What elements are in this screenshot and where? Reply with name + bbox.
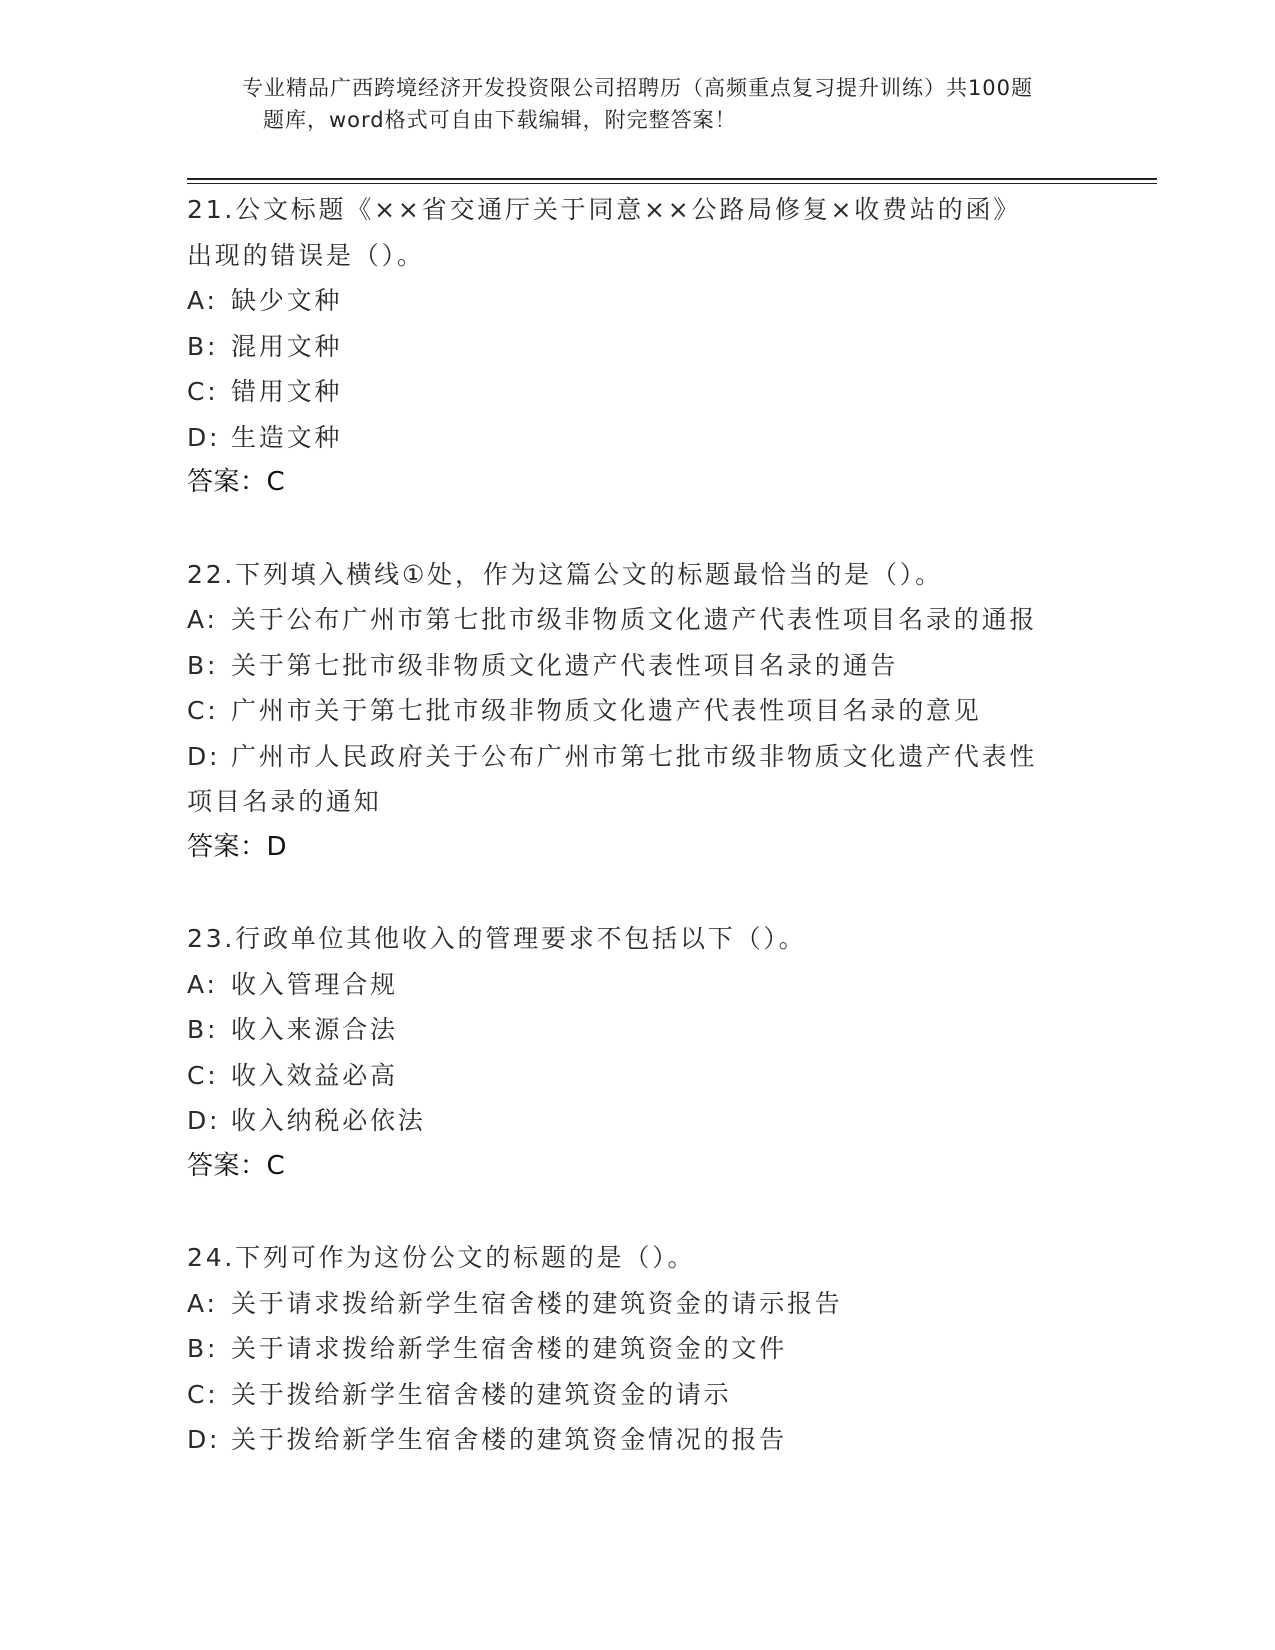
- option-d: [187, 415, 1107, 461]
- option-letter: D:: [187, 1425, 221, 1454]
- option-text: 关于拨给新学生宿舍楼的建筑资金的请示: [231, 1379, 732, 1409]
- option-b: [187, 643, 1107, 689]
- question-23: [187, 916, 1107, 1189]
- option-text: 广州市人民政府关于公布广州市第七批市级非物质文化遗产代表性: [231, 741, 1038, 771]
- option-letter: D:: [187, 422, 221, 452]
- option-c: [187, 369, 1107, 415]
- option-text: 关于拨给新学生宿舍楼的建筑资金情况的报告: [231, 1425, 788, 1454]
- question-22: [187, 552, 1107, 871]
- header-divider-thick: [187, 178, 1157, 180]
- option-text: 生造文种: [231, 422, 343, 452]
- question-stem: 22.下列填入横线①处，作为这篇公文的标题最恰当的是（）。: [187, 559, 943, 589]
- option-letter: B:: [187, 1015, 219, 1044]
- option-letter: C:: [187, 1060, 219, 1090]
- answer-line: 答案：D: [187, 831, 288, 862]
- option-c: [187, 688, 1107, 734]
- option-letter: B:: [187, 650, 219, 680]
- header-title-line-1: 专业精品广西跨境经济开发投资限公司招聘历（高频重点复习提升训练）共100题: [241, 76, 1034, 100]
- header-divider-thin: [187, 183, 1157, 184]
- option-letter: C:: [187, 696, 219, 725]
- question-stem: 21.公文标题《××省交通厅关于同意××公路局修复×收费站的函》: [187, 195, 1022, 224]
- answer-line: 答案：C: [187, 1150, 286, 1181]
- option-text: 关于第七批市级非物质文化遗产代表性项目名录的通告: [231, 650, 899, 680]
- option-text: 关于公布广州市第七批市级非物质文化遗产代表性项目名录的通报: [231, 605, 1038, 634]
- option-b: [187, 1007, 1107, 1053]
- question-list: [187, 187, 1107, 1509]
- option-letter: B:: [187, 1334, 219, 1363]
- page-header: [0, 72, 1275, 136]
- question-24: [187, 1235, 1107, 1463]
- option-letter: B:: [187, 331, 219, 361]
- option-letter: A:: [187, 605, 218, 634]
- option-text: 缺少文种: [231, 286, 343, 315]
- option-a: [187, 962, 1107, 1008]
- option-text: 收入管理合规: [231, 969, 398, 999]
- option-letter: D:: [187, 741, 221, 771]
- question-stem-continued: 出现的错误是（）。: [187, 240, 425, 270]
- option-a: [187, 1281, 1107, 1327]
- option-letter: A:: [187, 286, 218, 315]
- option-a: [187, 597, 1107, 643]
- option-d: [187, 1098, 1107, 1144]
- option-d-continued: 项目名录的通知: [187, 787, 382, 816]
- question-stem: 23.行政单位其他收入的管理要求不包括以下（）。: [187, 924, 807, 953]
- option-text: 混用文种: [231, 331, 343, 361]
- option-b: [187, 1326, 1107, 1372]
- header-title-line-2: 题库，word格式可自由下载编辑，附完整答案！: [263, 108, 737, 132]
- option-text: 收入来源合法: [231, 1015, 398, 1044]
- question-21: [187, 187, 1107, 506]
- option-letter: A:: [187, 969, 218, 999]
- option-b: [187, 324, 1107, 370]
- option-text: 错用文种: [231, 377, 343, 406]
- option-c: [187, 1372, 1107, 1418]
- option-letter: D:: [187, 1106, 221, 1135]
- option-d: [187, 1417, 1107, 1463]
- option-text: 关于请求拨给新学生宿舍楼的建筑资金的文件: [231, 1334, 788, 1363]
- option-d: [187, 734, 1107, 780]
- option-text: 收入效益必高: [231, 1060, 398, 1090]
- option-a: [187, 278, 1107, 324]
- option-letter: C:: [187, 1379, 219, 1409]
- option-text: 关于请求拨给新学生宿舍楼的建筑资金的请示报告: [231, 1288, 843, 1318]
- answer-line: 答案：C: [187, 467, 286, 497]
- option-text: 收入纳税必依法: [231, 1106, 426, 1135]
- option-letter: C:: [187, 377, 219, 406]
- question-stem: 24.下列可作为这份公文的标题的是（）。: [187, 1243, 696, 1272]
- option-c: [187, 1053, 1107, 1099]
- option-letter: A:: [187, 1288, 218, 1318]
- option-text: 广州市关于第七批市级非物质文化遗产代表性项目名录的意见: [231, 696, 982, 725]
